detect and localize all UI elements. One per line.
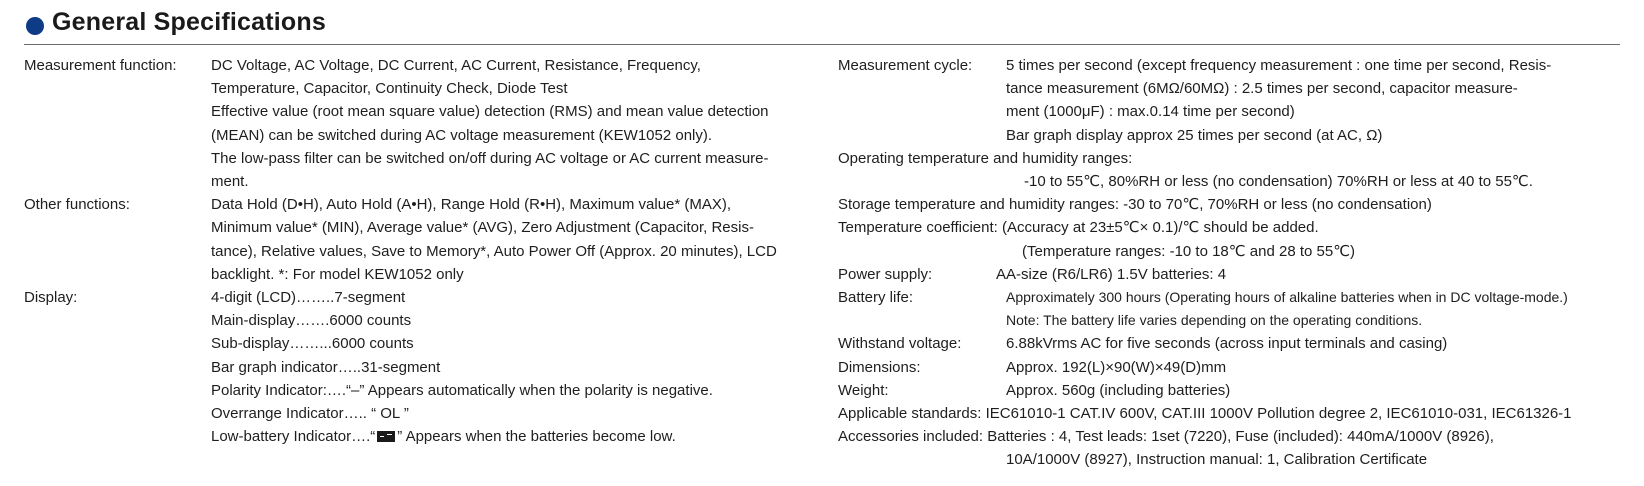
spec-battery-life [838, 286, 1628, 332]
spec-applicable-standards [838, 402, 1628, 425]
spec-label: Battery life: [838, 289, 914, 307]
spec-temperature-coefficient [838, 216, 1628, 262]
spec-line: Applicable standards: IEC61010-1 CAT.IV 600V, CAT.III 1000V Pollution degree 2, IEC61010-031, IEC61326-1 [838, 405, 1572, 423]
spec-label: Display: [24, 289, 78, 307]
spec-line: -10 to 55℃, 80%RH or less (no condensation) 70%RH or less at 40 to 55℃. [1024, 173, 1533, 191]
spec-dimensions [838, 356, 1628, 379]
spec-label: Other functions: [24, 196, 130, 214]
spec-line: (MEAN) can be switched during AC voltage measurement (KEW1052 only). [211, 126, 713, 144]
low-battery-line [211, 425, 804, 448]
spec-line: Bar graph indicator…..31-segment [211, 358, 441, 376]
low-battery-text-end: ” Appears when the batteries become low. [397, 428, 676, 446]
low-battery-text: Low-battery Indicator….“ [211, 428, 376, 446]
spec-display [24, 286, 804, 448]
spec-line: 10A/1000V (8927), Instruction manual: 1, Calibration Certificate [1006, 451, 1428, 469]
battery-icon [377, 431, 395, 442]
spec-accessories [838, 425, 1628, 471]
spec-line: Main-display…….6000 counts [211, 312, 412, 330]
spec-label: Measurement function: [24, 57, 177, 74]
spec-value: 6.88kVrms AC for five seconds (across input terminals and casing) [1006, 335, 1448, 353]
spec-operating-temperature [838, 147, 1628, 193]
spec-line: Sub-display……...6000 counts [211, 335, 414, 353]
spec-label: Withstand voltage: [838, 335, 962, 353]
spec-line: (Temperature ranges: -10 to 18℃ and 28 to 55℃) [1022, 242, 1356, 260]
spec-line: Operating temperature and humidity ranges: [838, 149, 1133, 167]
spec-value: AA-size (R6/LR6) 1.5V batteries: 4 [996, 265, 1227, 283]
spec-label: Measurement cycle: [838, 57, 973, 74]
spec-line: Polarity Indicator:….“–” Appears automatically when the polarity is negative. [211, 381, 713, 399]
spec-weight [838, 379, 1628, 402]
spec-measurement-function [24, 54, 804, 193]
spec-label: Power supply: [838, 265, 933, 283]
spec-line: Accessories included: Batteries : 4, Test leads: 1set (7220), Fuse (included): 440mA/1000V (8926), [838, 428, 1494, 446]
spec-line: Overrange Indicator….. “ OL ” [211, 405, 409, 423]
spec-line: 4-digit (LCD)……..7-segment [211, 289, 406, 307]
spec-line: Effective value (root mean square value) detection (RMS) and mean value detection [211, 103, 769, 121]
spec-line: Approximately 300 hours (Operating hours of alkaline batteries when in DC voltage-mode.) [1006, 289, 1568, 306]
spec-storage-temperature [838, 193, 1628, 216]
spec-withstand-voltage [838, 332, 1628, 355]
spec-label: Dimensions: [838, 358, 921, 376]
spec-value: Approx. 560g (including batteries) [1006, 381, 1231, 399]
spec-value: Approx. 192(L)×90(W)×49(D)mm [1006, 358, 1227, 376]
spec-line: The low-pass filter can be switched on/off during AC voltage or AC current measure- [211, 149, 769, 167]
right-column [838, 54, 1628, 472]
spec-line: Data Hold (D•H), Auto Hold (A•H), Range Hold (R•H), Maximum value* (MAX), [211, 196, 732, 214]
spec-line: Storage temperature and humidity ranges: -30 to 70℃, 70%RH or less (no condensation) [838, 196, 1432, 214]
bullet-icon [26, 17, 44, 35]
section-header [24, 6, 1620, 45]
left-column [24, 54, 804, 448]
spec-line: backlight. *: For model KEW1052 only [211, 265, 464, 283]
spec-line: Temperature, Capacitor, Continuity Check, Diode Test [211, 80, 568, 98]
spec-line: tance measurement (6MΩ/60MΩ) : 2.5 times per second, capacitor measure- [1006, 80, 1518, 98]
spec-line: ment (1000μF) : max.0.14 time per second) [1006, 103, 1295, 121]
section-title: General Specifications [52, 8, 326, 36]
spec-line: Temperature coefficient: (Accuracy at 23±5℃× 0.1)/℃ should be added. [838, 219, 1319, 237]
spec-line: Bar graph display approx 25 times per second (at AC, Ω) [1006, 126, 1383, 144]
spec-line: Note: The battery life varies depending on the operating conditions. [1006, 312, 1423, 329]
spec-line: tance), Relative values, Save to Memory*, Auto Power Off (Approx. 20 minutes), LCD [211, 242, 777, 260]
spec-line: ment. [211, 173, 249, 191]
spec-power-supply [838, 263, 1628, 286]
spec-line: Minimum value* (MIN), Average value* (AVG), Zero Adjustment (Capacitor, Resis- [211, 219, 754, 237]
spec-line: 5 times per second (except frequency measurement : one time per second, Resis- [1006, 57, 1552, 74]
spec-line: DC Voltage, AC Voltage, DC Current, AC Current, Resistance, Frequency, [211, 57, 701, 74]
spec-label: Weight: [838, 381, 889, 399]
spec-measurement-cycle [838, 54, 1628, 147]
spec-other-functions [24, 193, 804, 286]
